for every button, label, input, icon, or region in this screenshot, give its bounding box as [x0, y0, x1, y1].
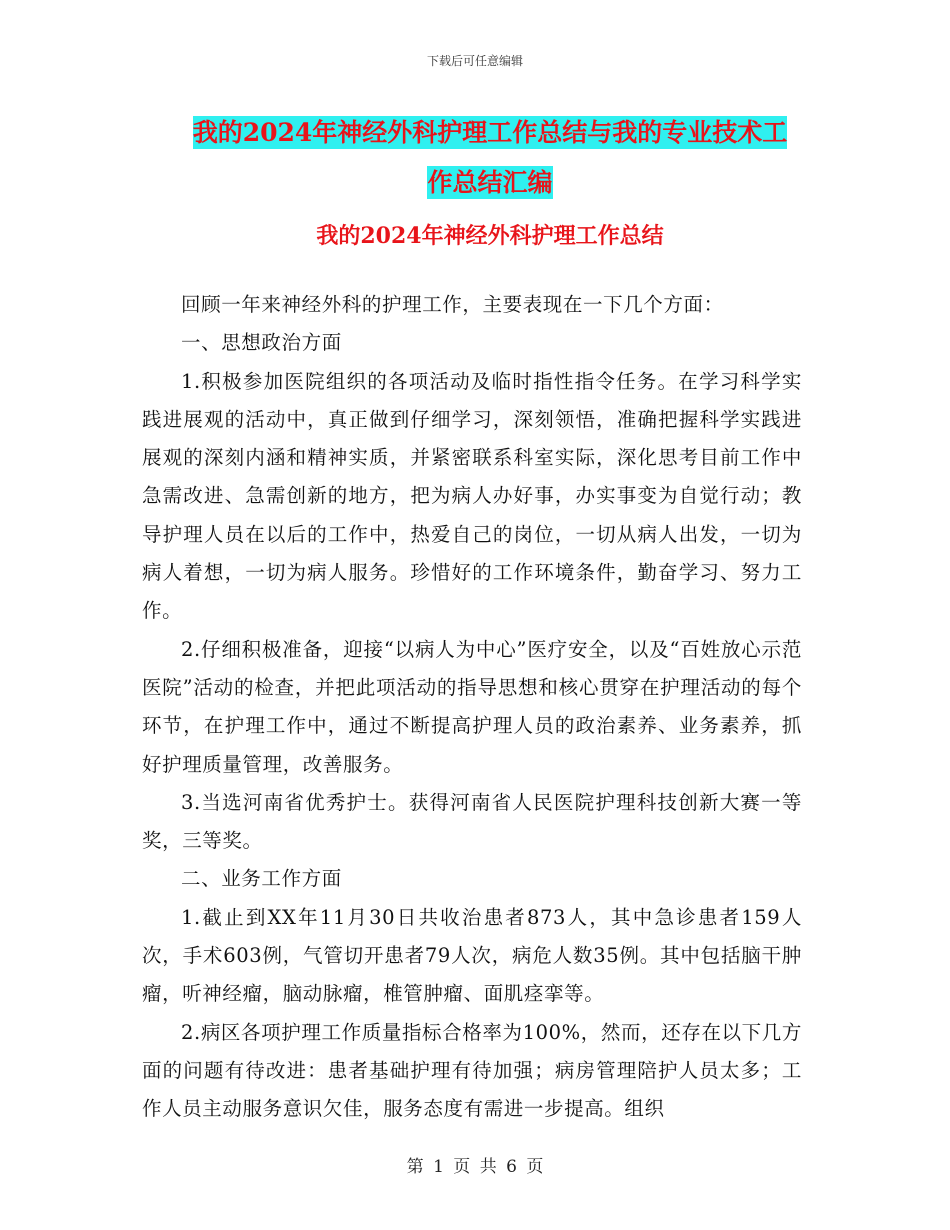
paragraph: 3.当选河南省优秀护士。获得河南省人民医院护理科技创新大赛一等奖，三等奖。 — [142, 790, 802, 853]
section-title: 我的2024年神经外科护理工作总结 — [316, 223, 664, 249]
document-title-line-1: 我的2024年神经外科护理工作总结与我的专业技术工 — [192, 118, 788, 147]
paragraph: 1.截止到XX年11月30日共收治患者873人，其中急诊患者159人次，手术603例，气管切开患者79人次，病危人数35例。其中包括脑干肿瘤，听神经瘤，脑动脉瘤，椎管肿瘤、面肌痉挛等。 — [142, 905, 802, 1006]
paragraph: 二、业务工作方面 — [181, 867, 342, 891]
paragraph: 回顾一年来神经外科的护理工作，主要表现在一下几个方面： — [181, 293, 724, 316]
paragraph: 2.病区各项护理工作质量指标合格率为100%，然而，还存在以下几方面的问题有待改进：患者基础护理有待加强；病房管理陪护人员太多；工作人员主动服务意识欠佳，服务态度有需进一步提高。组织 — [142, 1020, 802, 1121]
page-footer: 第 1 页 共 6 页 — [406, 1157, 544, 1177]
header-note: 下载后可任意编辑 — [426, 54, 523, 68]
body-text — [142, 286, 802, 1129]
paragraph: 1.积极参加医院组织的各项活动及临时指性指令任务。在学习科学实践进展观的活动中，真正做到仔细学习，深刻领悟，准确把握科学实践进展观的深刻内涵和精神实质，并紧密联系科室实际，深化思考目前工作中急需改进、急需创新的地方，把为病人办好事，办实事变为自觉行动；教导护理人员在以后的工作中，热爱自己的岗位，一切从病人出发，一切为病人着想，一切为病人服务。珍惜好的工作环境条件，勤奋学习、努力工作。 — [142, 369, 802, 623]
paragraph: 2.仔细积极准备，迎接“以病人为中心”医疗安全，以及“百姓放心示范医院”活动的检查，并把此项活动的指导思想和核心贯穿在护理活动的每个环节，在护理工作中，通过不断提高护理人员的政治素养、业务素养，抓好护理质量管理，改善服务。 — [142, 637, 802, 776]
document-title-line-2: 作总结汇编 — [427, 168, 553, 197]
paragraph: 一、思想政治方面 — [181, 331, 342, 355]
document-title — [140, 108, 840, 208]
